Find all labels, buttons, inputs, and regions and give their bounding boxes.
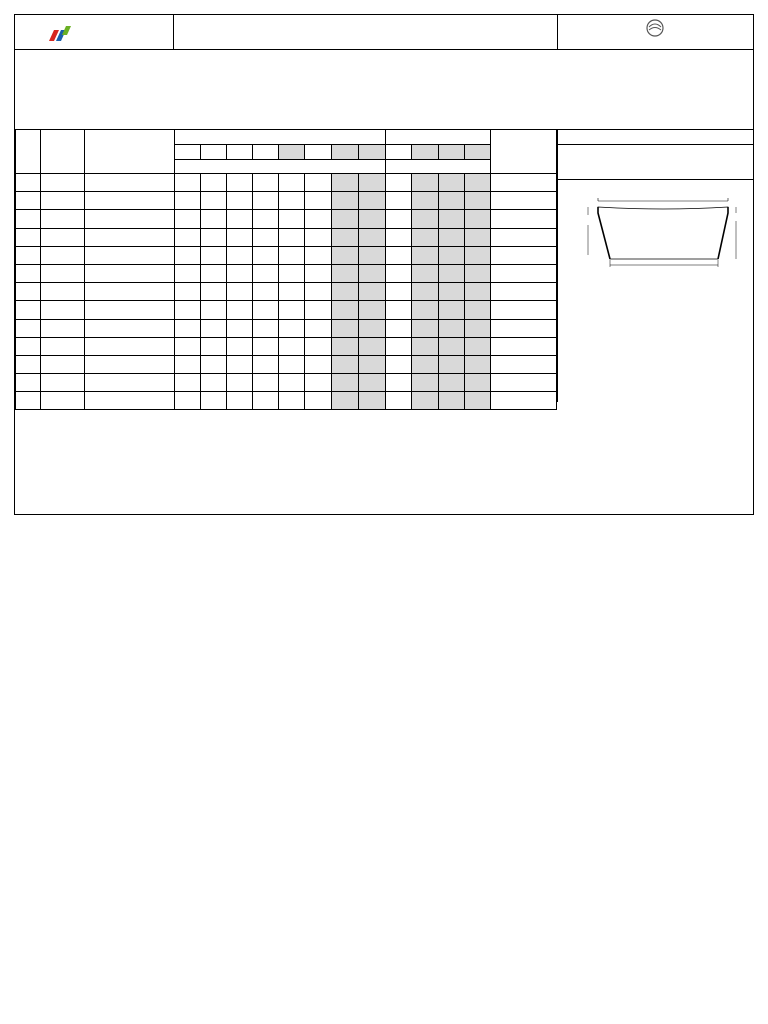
table-cell xyxy=(41,374,85,392)
table-cell xyxy=(386,228,412,246)
table-row xyxy=(16,192,557,210)
table-cell xyxy=(174,301,200,319)
table-cell xyxy=(226,264,252,282)
table-cell xyxy=(332,192,359,210)
table-cell xyxy=(16,174,41,192)
meta-row-place xyxy=(464,115,559,127)
right-logo-cell xyxy=(557,15,753,49)
table-cell xyxy=(332,210,359,228)
table-cell xyxy=(490,192,556,210)
table-cell xyxy=(278,192,304,210)
table-cell xyxy=(490,301,556,319)
table-cell xyxy=(226,319,252,337)
table-cell xyxy=(438,174,464,192)
col-g xyxy=(332,145,359,160)
table-cell xyxy=(252,210,278,228)
table-cell xyxy=(200,337,226,355)
table-row xyxy=(16,228,557,246)
table-cell xyxy=(412,246,438,264)
table-cell xyxy=(226,355,252,373)
table-cell xyxy=(490,228,556,246)
table-cell xyxy=(226,392,252,410)
table-cell xyxy=(200,392,226,410)
table-cell xyxy=(200,374,226,392)
table-cell xyxy=(252,192,278,210)
table-cell xyxy=(438,192,464,210)
header-row xyxy=(16,130,557,145)
table-cell xyxy=(278,246,304,264)
table-cell xyxy=(174,228,200,246)
table-cell xyxy=(438,355,464,373)
table-cell xyxy=(200,192,226,210)
table-cell xyxy=(85,192,174,210)
table-cell xyxy=(490,174,556,192)
table-cell xyxy=(85,337,174,355)
meta-row-code xyxy=(464,90,559,102)
table-cell xyxy=(438,301,464,319)
table-cell xyxy=(332,319,359,337)
table-cell xyxy=(464,174,490,192)
table-cell xyxy=(278,264,304,282)
table-cell xyxy=(464,319,490,337)
table-cell xyxy=(226,174,252,192)
col-f xyxy=(305,145,332,160)
table-cell xyxy=(305,246,332,264)
col-b xyxy=(200,145,226,160)
table-cell xyxy=(41,392,85,410)
table-cell xyxy=(386,355,412,373)
table-cell xyxy=(278,301,304,319)
table-cell xyxy=(16,210,41,228)
table-row xyxy=(16,264,557,282)
col-e xyxy=(278,145,304,160)
table-cell xyxy=(490,319,556,337)
col-thickness-1 xyxy=(386,145,412,160)
table-cell xyxy=(359,246,386,264)
table-cell xyxy=(438,319,464,337)
table-cell xyxy=(386,264,412,282)
table-cell xyxy=(305,301,332,319)
col-header-no xyxy=(16,130,41,174)
table-cell xyxy=(464,246,490,264)
table-cell xyxy=(359,392,386,410)
table-cell xyxy=(464,355,490,373)
table-cell xyxy=(464,392,490,410)
table-cell xyxy=(412,301,438,319)
table-cell xyxy=(305,210,332,228)
table-cell xyxy=(412,337,438,355)
table-cell xyxy=(41,246,85,264)
table-cell xyxy=(226,228,252,246)
table-cell xyxy=(200,301,226,319)
table-cell xyxy=(386,337,412,355)
col-thickness-4 xyxy=(464,145,490,160)
table-cell xyxy=(200,283,226,301)
table-cell xyxy=(252,337,278,355)
table-cell xyxy=(85,355,174,373)
table-cell xyxy=(386,192,412,210)
col-header-code xyxy=(41,130,85,174)
table-cell xyxy=(386,174,412,192)
table-cell xyxy=(174,355,200,373)
figure-panel xyxy=(557,129,754,402)
table-cell xyxy=(332,264,359,282)
meta-row-tank xyxy=(464,65,559,77)
table-cell xyxy=(41,301,85,319)
table-cell xyxy=(438,337,464,355)
table-cell xyxy=(332,392,359,410)
table-cell xyxy=(386,246,412,264)
table-cell xyxy=(174,246,200,264)
meta-row-contract xyxy=(17,90,85,102)
table-cell xyxy=(252,228,278,246)
table-row xyxy=(16,301,557,319)
table-cell xyxy=(386,283,412,301)
table-cell xyxy=(226,283,252,301)
table-cell xyxy=(85,210,174,228)
table-cell xyxy=(359,192,386,210)
table-cell xyxy=(412,210,438,228)
col-d xyxy=(252,145,278,160)
logo-cell xyxy=(15,15,174,49)
table-cell xyxy=(359,374,386,392)
table-cell xyxy=(332,174,359,192)
table-cell xyxy=(438,264,464,282)
bangun-bejana-baja-logo-icon xyxy=(557,15,753,49)
table-cell xyxy=(412,283,438,301)
col-thickness-2 xyxy=(412,145,438,160)
table-cell xyxy=(464,192,490,210)
table-row xyxy=(16,246,557,264)
table-cell xyxy=(359,355,386,373)
table-cell xyxy=(332,355,359,373)
table-row xyxy=(16,392,557,410)
table-cell xyxy=(359,264,386,282)
table-cell xyxy=(85,283,174,301)
table-cell xyxy=(174,283,200,301)
table-cell xyxy=(278,283,304,301)
col-c xyxy=(226,145,252,160)
table-cell xyxy=(200,246,226,264)
table-cell xyxy=(305,174,332,192)
table-cell xyxy=(359,301,386,319)
table-cell xyxy=(41,174,85,192)
table-cell xyxy=(464,301,490,319)
table-cell xyxy=(412,319,438,337)
table-cell xyxy=(305,374,332,392)
table-cell xyxy=(490,355,556,373)
col-header-thickness xyxy=(386,130,490,145)
table-cell xyxy=(226,246,252,264)
table-cell xyxy=(41,355,85,373)
table-cell xyxy=(16,355,41,373)
table-row xyxy=(16,374,557,392)
table-cell xyxy=(438,374,464,392)
table-cell xyxy=(174,174,200,192)
meta-row-company xyxy=(17,53,85,65)
table-cell xyxy=(41,337,85,355)
table-cell xyxy=(252,319,278,337)
table-cell xyxy=(386,374,412,392)
table-cell xyxy=(16,228,41,246)
col-thickness-3 xyxy=(438,145,464,160)
table-cell xyxy=(200,228,226,246)
table-row xyxy=(16,283,557,301)
table-cell xyxy=(278,210,304,228)
table-cell xyxy=(386,392,412,410)
table-cell xyxy=(305,228,332,246)
table-cell xyxy=(41,228,85,246)
report-header xyxy=(15,15,753,50)
table-cell xyxy=(412,174,438,192)
table-cell xyxy=(226,374,252,392)
table-cell xyxy=(41,192,85,210)
table-cell xyxy=(252,174,278,192)
table-cell xyxy=(174,392,200,410)
table-cell xyxy=(16,246,41,264)
table-cell xyxy=(490,337,556,355)
table-cell xyxy=(85,246,174,264)
table-cell xyxy=(174,337,200,355)
table-cell xyxy=(412,192,438,210)
table-cell xyxy=(438,392,464,410)
table-cell xyxy=(305,283,332,301)
table-cell xyxy=(412,374,438,392)
table-cell xyxy=(412,264,438,282)
table-cell xyxy=(332,301,359,319)
table-cell xyxy=(174,264,200,282)
table-cell xyxy=(359,210,386,228)
col-a xyxy=(174,145,200,160)
table-cell xyxy=(278,174,304,192)
table-cell xyxy=(305,264,332,282)
table-cell xyxy=(386,210,412,228)
tolerance-thickness xyxy=(386,160,490,174)
table-cell xyxy=(305,355,332,373)
table-cell xyxy=(332,337,359,355)
table-cell xyxy=(16,283,41,301)
table-cell xyxy=(490,246,556,264)
table-cell xyxy=(200,210,226,228)
table-cell xyxy=(16,192,41,210)
meta-row-project xyxy=(17,65,85,77)
meta-row-report_no xyxy=(464,53,559,65)
table-cell xyxy=(252,355,278,373)
table-cell xyxy=(278,228,304,246)
figure-title xyxy=(558,145,754,180)
table-cell xyxy=(226,301,252,319)
plate-sketch-drawing xyxy=(558,181,754,271)
dwg-number xyxy=(558,129,754,145)
table-cell xyxy=(85,264,174,282)
table-cell xyxy=(174,192,200,210)
table-cell xyxy=(16,337,41,355)
table-cell xyxy=(464,210,490,228)
table-cell xyxy=(412,355,438,373)
col-header-plate xyxy=(85,130,174,174)
table-cell xyxy=(464,374,490,392)
table-cell xyxy=(359,283,386,301)
meta-row-date xyxy=(464,102,559,114)
table-cell xyxy=(386,319,412,337)
table-row xyxy=(16,210,557,228)
table-row xyxy=(16,355,557,373)
table-cell xyxy=(41,283,85,301)
table-cell xyxy=(305,319,332,337)
table-cell xyxy=(85,174,174,192)
table-cell xyxy=(386,301,412,319)
table-cell xyxy=(85,301,174,319)
table-cell xyxy=(174,319,200,337)
table-cell xyxy=(332,228,359,246)
table-cell xyxy=(41,319,85,337)
table-cell xyxy=(16,392,41,410)
table-cell xyxy=(490,392,556,410)
measurement-table xyxy=(15,129,557,410)
table-cell xyxy=(438,228,464,246)
table-cell xyxy=(278,355,304,373)
table-cell xyxy=(332,374,359,392)
col-header-remarks xyxy=(490,130,556,174)
table-cell xyxy=(252,392,278,410)
table-cell xyxy=(464,264,490,282)
table-cell xyxy=(85,374,174,392)
table-cell xyxy=(359,174,386,192)
table-cell xyxy=(438,210,464,228)
table-cell xyxy=(490,374,556,392)
table-row xyxy=(16,337,557,355)
table-cell xyxy=(278,337,304,355)
tolerance-length-width xyxy=(174,160,386,174)
report-meta xyxy=(15,49,753,130)
col-header-length-width xyxy=(174,130,386,145)
table-cell xyxy=(438,246,464,264)
table-cell xyxy=(490,210,556,228)
table-cell xyxy=(41,264,85,282)
table-cell xyxy=(490,283,556,301)
table-cell xyxy=(252,374,278,392)
table-cell xyxy=(16,374,41,392)
table-cell xyxy=(464,337,490,355)
table-cell xyxy=(226,337,252,355)
pertamina-logo-icon xyxy=(48,24,76,41)
meta-row-item xyxy=(464,78,559,90)
table-cell xyxy=(332,283,359,301)
table-cell xyxy=(252,246,278,264)
table-cell xyxy=(359,337,386,355)
table-row xyxy=(16,319,557,337)
table-cell xyxy=(359,319,386,337)
table-cell xyxy=(200,355,226,373)
title-cell xyxy=(173,15,558,49)
table-cell xyxy=(200,174,226,192)
table-cell xyxy=(16,319,41,337)
table-cell xyxy=(174,374,200,392)
table-cell xyxy=(490,264,556,282)
table-cell xyxy=(16,264,41,282)
table-cell xyxy=(85,392,174,410)
table-cell xyxy=(226,192,252,210)
table-cell xyxy=(359,228,386,246)
table-cell xyxy=(278,392,304,410)
col-h xyxy=(359,145,386,160)
table-cell xyxy=(412,228,438,246)
table-cell xyxy=(305,392,332,410)
table-cell xyxy=(252,264,278,282)
table-cell xyxy=(438,283,464,301)
table-cell xyxy=(252,283,278,301)
table-cell xyxy=(85,228,174,246)
table-cell xyxy=(305,337,332,355)
table-cell xyxy=(464,228,490,246)
table-cell xyxy=(226,210,252,228)
meta-row-location xyxy=(17,78,85,90)
table-cell xyxy=(41,210,85,228)
table-cell xyxy=(252,301,278,319)
table-cell xyxy=(278,374,304,392)
table-cell xyxy=(16,301,41,319)
table-cell xyxy=(332,246,359,264)
table-cell xyxy=(305,192,332,210)
table-cell xyxy=(200,264,226,282)
table-cell xyxy=(412,392,438,410)
table-cell xyxy=(85,319,174,337)
table-cell xyxy=(464,283,490,301)
table-cell xyxy=(278,319,304,337)
inspection-report xyxy=(14,14,754,515)
table-cell xyxy=(174,210,200,228)
table-cell xyxy=(200,319,226,337)
table-row xyxy=(16,174,557,192)
